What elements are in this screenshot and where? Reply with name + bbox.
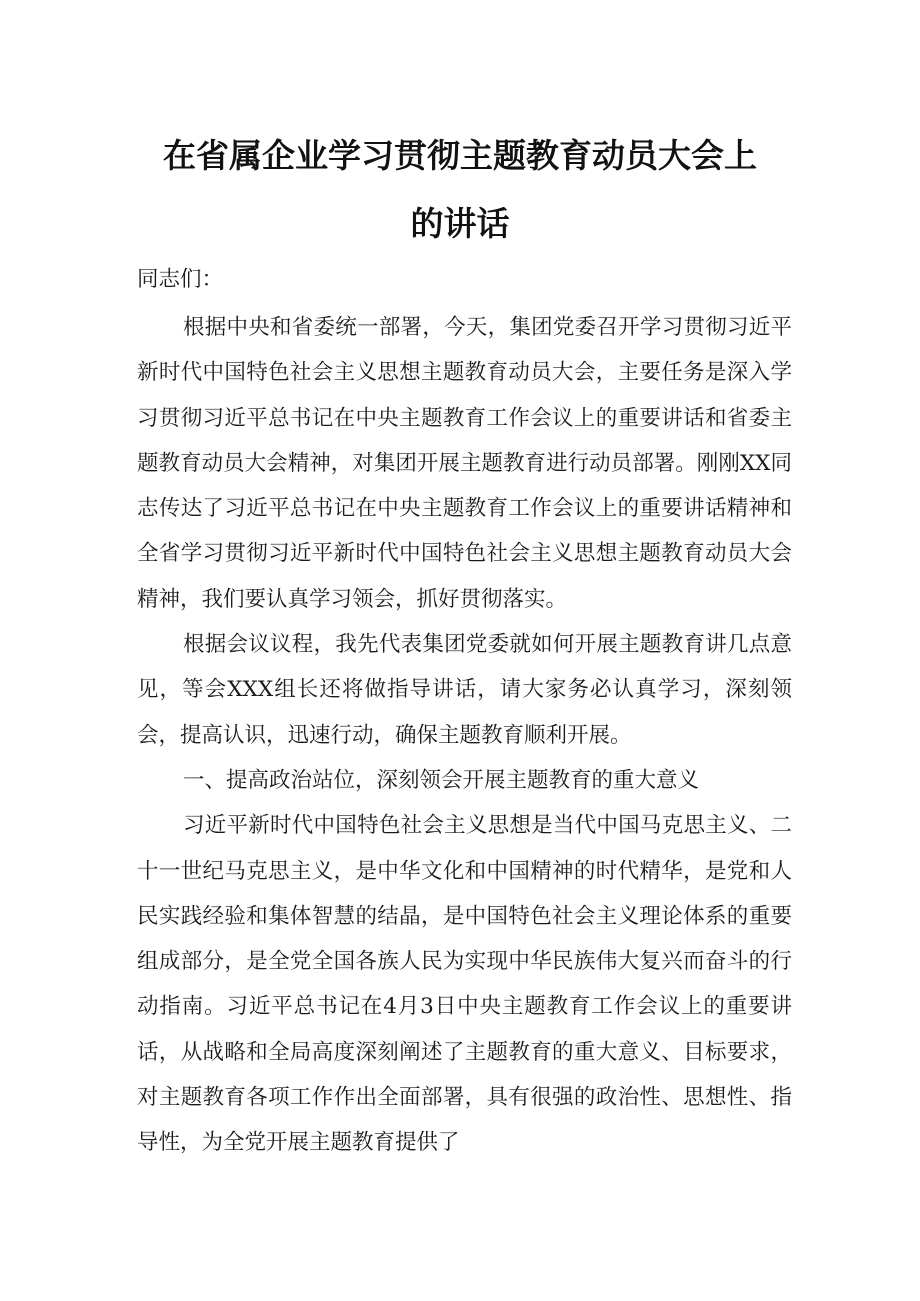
document-title-line-2: 的讲话 xyxy=(410,204,510,243)
document-title-line-1: 在省属企业学习贯彻主题教育动员大会上 xyxy=(163,136,757,175)
paragraph-opening: 根据中央和省委统一部署，今天，集团党委召开学习贯彻习近平新时代中国特色社会主义思想主题教育动员大会，主要任务是深入学习贯彻习近平总书记在中央主题教育工作会议上的重要讲话和省委主题教育动员大会精神，对集团开展主题教育进行动员部署。刚刚XX同志传达了习近平总书记在中央主题教育工作会议上的重要讲话精神和全省学习贯彻习近平新时代中国特色社会主义思想主题教育动员大会精神，我们要认真学习领会，抓好贯彻落实。 xyxy=(137,315,792,612)
document-body xyxy=(137,305,792,1166)
paragraph-section-1: 习近平新时代中国特色社会主义思想是当代中国马克思主义、二十一世纪马克思主义，是中华文化和中国精神的时代精华，是党和人民实践经验和集体智慧的结晶，是中国特色社会主义理论体系的重要组成部分，是全党全国各族人民为实现中华民族伟大复兴而奋斗的行动指南。习近平总书记在4月3日中央主题教育工作会议上的重要讲话，从战略和全局高度深刻阐述了主题教育的重大意义、目标要求，对主题教育各项工作作出全面部署，具有很强的政治性、思想性、指导性，为全党开展主题教育提供了 xyxy=(137,813,792,1156)
paragraph-agenda: 根据会议议程，我先代表集团党委就如何开展主题教育讲几点意见，等会XXX组长还将做指导讲话，请大家务必认真学习，深刻领会，提高认识，迅速行动，确保主题教育顺利开展。 xyxy=(137,632,792,748)
salutation: 同志们： xyxy=(137,267,224,292)
section-heading-1: 一、提高政治站位，深刻领会开展主题教育的重大意义 xyxy=(183,767,700,793)
